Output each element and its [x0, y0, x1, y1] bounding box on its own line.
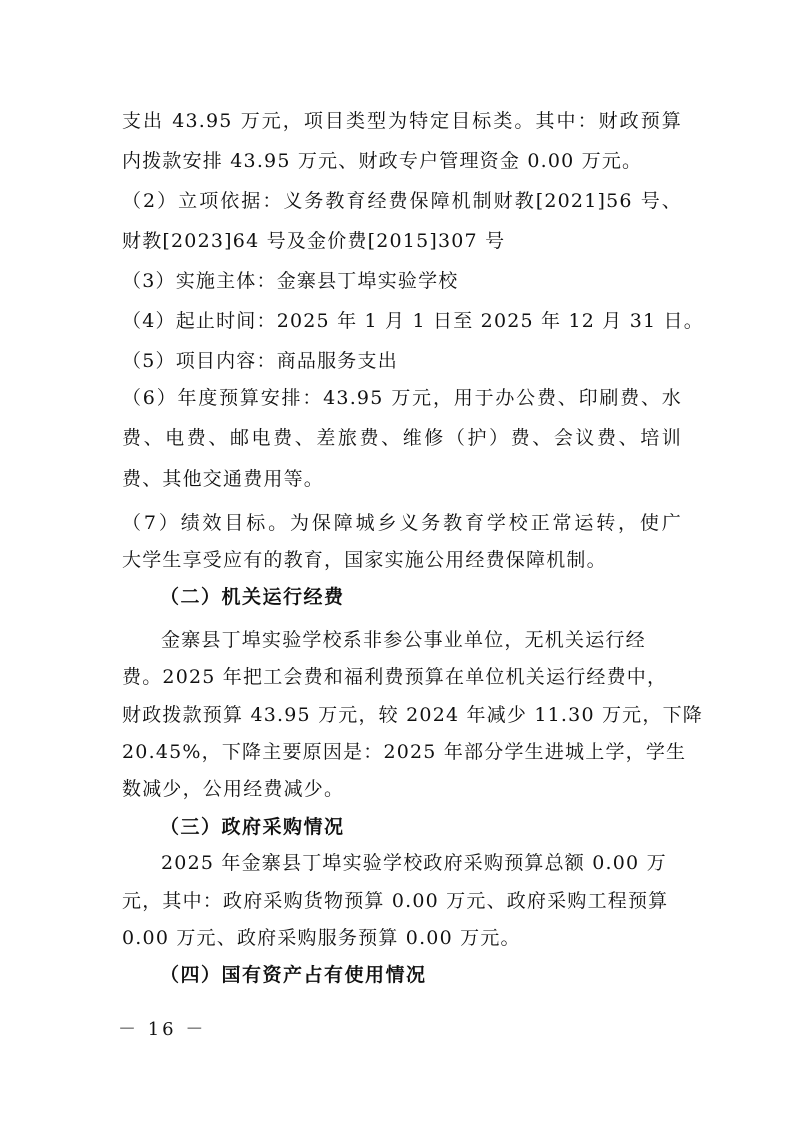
section-heading: （二）机关运行经费 [160, 586, 345, 608]
paragraph-line: 20.45%，下降主要原因是：2025 年部分学生进城上学，学生 [122, 741, 687, 763]
paragraph-line: （4）起止时间：2025 年 1 月 1 日至 2025 年 12 月 31 日。 [122, 310, 704, 332]
section-heading: （四）国有资产占有使用情况 [160, 964, 427, 986]
paragraph-line: （5）项目内容：商品服务支出 [122, 350, 398, 372]
paragraph-line: 费、其他交通费用等。 [122, 468, 325, 490]
paragraph-line: 大学生享受应有的教育，国家实施公用经费保障机制。 [122, 549, 607, 571]
paragraph-line: 内拨款安排 43.95 万元、财政专户管理资金 0.00 万元。 [122, 150, 643, 172]
paragraph-line: （3）实施主体：金寨县丁埠实验学校 [122, 270, 459, 292]
paragraph-line: 费、电费、邮电费、差旅费、维修（护）费、会议费、培训 [122, 427, 682, 449]
paragraph-line: 元，其中：政府采购货物预算 0.00 万元、政府采购工程预算 [122, 890, 669, 912]
section-heading: （三）政府采购情况 [160, 816, 345, 838]
paragraph-line: （2）立项依据：义务教育经费保障机制财教[2021]56 号、 [122, 190, 682, 212]
paragraph-line: 支出 43.95 万元，项目类型为特定目标类。其中：财政预算 [122, 110, 682, 132]
paragraph-line: 0.00 万元、政府采购服务预算 0.00 万元。 [122, 927, 521, 949]
paragraph-line: 财教[2023]64 号及金价费[2015]307 号 [122, 230, 506, 252]
paragraph-line: 财政拨款预算 43.95 万元，较 2024 年减少 11.30 万元，下降 [122, 704, 703, 726]
paragraph-line: 金寨县丁埠实验学校系非参公事业单位，无机关运行经 [161, 629, 646, 651]
paragraph-line: 2025 年金寨县丁埠实验学校政府采购预算总额 0.00 万 [161, 852, 667, 874]
paragraph-line: （7）绩效目标。为保障城乡义务教育学校正常运转，使广 [122, 512, 682, 534]
paragraph-line: 数减少，公用经费减少。 [122, 778, 345, 800]
page-number: － 16 － [118, 1019, 207, 1040]
paragraph-line: （6）年度预算安排：43.95 万元，用于办公费、印刷费、水 [122, 387, 682, 409]
paragraph-line: 费。2025 年把工会费和福利费预算在单位机关运行经费中， [122, 666, 668, 688]
